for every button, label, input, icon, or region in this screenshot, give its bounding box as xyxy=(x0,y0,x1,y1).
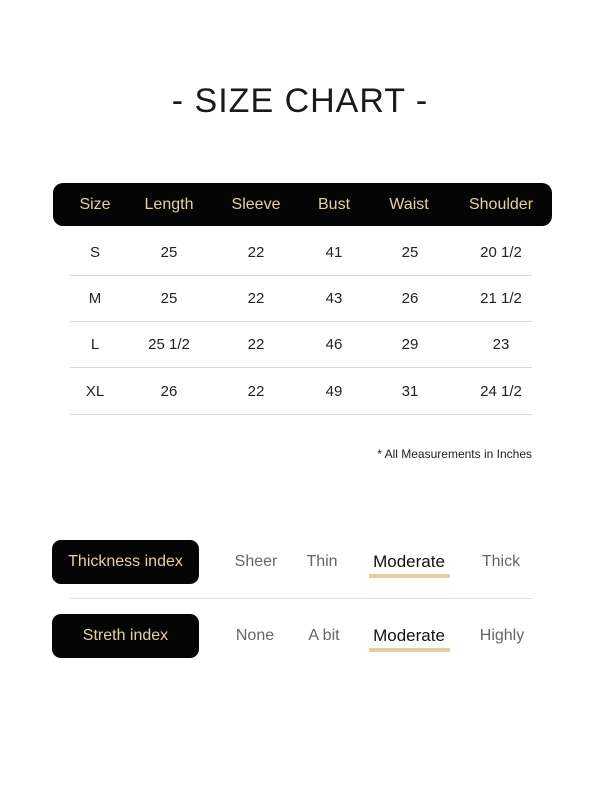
stretch-option-moderate: Moderate xyxy=(373,626,445,645)
cell-shoulder: 23 xyxy=(492,336,510,353)
cell-size: M xyxy=(88,290,102,307)
header-shoulder: Shoulder xyxy=(468,196,534,213)
cell-waist: 29 xyxy=(401,336,419,353)
thickness-index-label: Thickness index xyxy=(52,540,199,584)
cell-bust: 46 xyxy=(325,336,343,353)
stretch-option-none: None xyxy=(235,627,275,644)
thickness-option-sheer: Sheer xyxy=(234,553,278,570)
header-bust: Bust xyxy=(317,196,351,213)
cell-size: XL xyxy=(85,383,105,400)
stretch-option-highly: Highly xyxy=(479,627,525,644)
cell-sleeve: 22 xyxy=(247,290,265,307)
cell-waist: 26 xyxy=(401,290,419,307)
cell-length: 25 xyxy=(160,290,178,307)
cell-bust: 49 xyxy=(325,383,343,400)
cell-length: 25 xyxy=(160,244,178,261)
measurement-note: * All Measurements in Inches xyxy=(377,447,532,461)
cell-bust: 41 xyxy=(325,244,343,261)
table-row xyxy=(70,276,532,322)
table-row xyxy=(70,230,532,276)
cell-size: L xyxy=(90,336,100,353)
table-row xyxy=(70,322,532,368)
page-title: - SIZE CHART - xyxy=(171,82,429,120)
cell-size: S xyxy=(89,244,101,261)
thickness-option-moderate: Moderate xyxy=(373,552,445,571)
cell-waist: 25 xyxy=(401,244,419,261)
header-sleeve: Sleeve xyxy=(231,196,281,213)
stretch-index-label: Streth index xyxy=(52,614,199,658)
thickness-option-thick: Thick xyxy=(481,553,521,570)
header-waist: Waist xyxy=(389,196,429,213)
thickness-option-thin: Thin xyxy=(306,553,338,570)
table-row xyxy=(70,369,532,415)
cell-sleeve: 22 xyxy=(247,244,265,261)
divider xyxy=(70,598,532,599)
cell-bust: 43 xyxy=(325,290,343,307)
cell-sleeve: 22 xyxy=(247,336,265,353)
cell-shoulder: 24 1/2 xyxy=(480,383,522,400)
cell-shoulder: 21 1/2 xyxy=(480,290,522,307)
cell-waist: 31 xyxy=(401,383,419,400)
cell-length: 25 1/2 xyxy=(148,336,190,353)
cell-length: 26 xyxy=(160,383,178,400)
cell-sleeve: 22 xyxy=(247,383,265,400)
thickness-selected-underline xyxy=(369,574,450,578)
stretch-selected-underline xyxy=(369,648,450,652)
cell-shoulder: 20 1/2 xyxy=(480,244,522,261)
header-length: Length xyxy=(144,196,194,213)
stretch-option-a-bit: A bit xyxy=(308,627,340,644)
header-size: Size xyxy=(79,196,111,213)
table-header xyxy=(53,183,552,226)
